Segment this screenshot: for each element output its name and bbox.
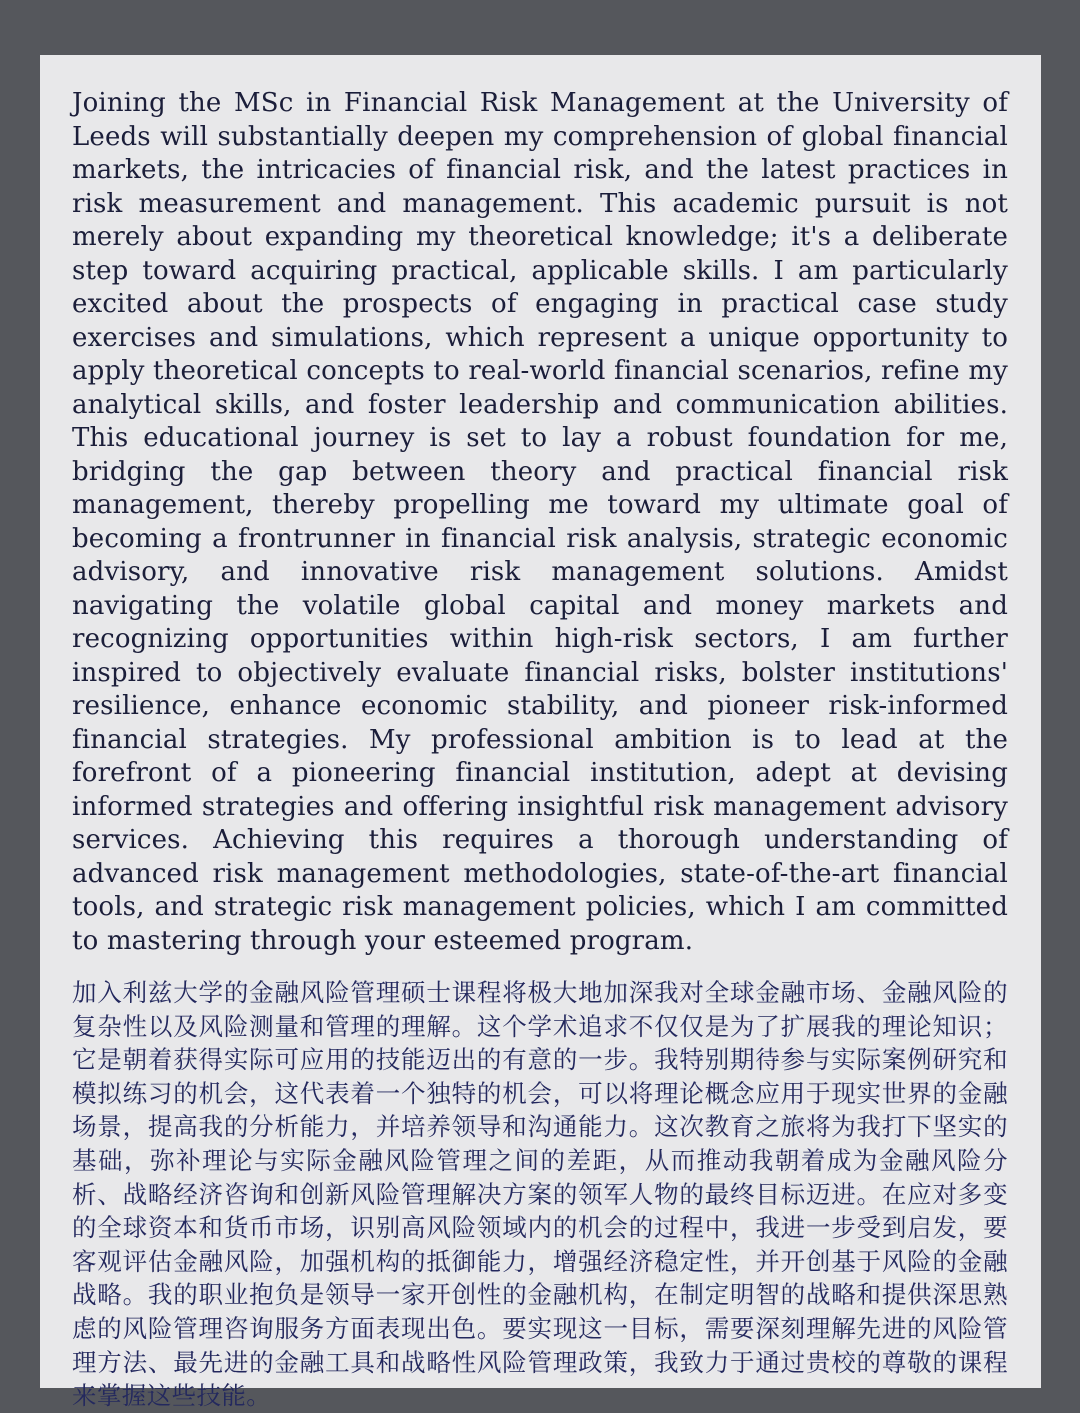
- document-sheet: [40, 55, 1041, 1411]
- chinese-paragraph: 加入利兹大学的金融风险管理硕士课程将极大地加深我对全球金融市场、金融风险的复杂性以及风险测量和管理的理解。这个学术追求不仅仅是为了扩展我的理论知识；它是朝着获得实际可应用的技能迈出的有意的一步。我特别期待参与实际案例研究和模拟练习的机会，这代表着一个独特的机会，可以将理论概念应用于现实世界的金融场景，提高我的分析能力，并培养领导和沟通能力。这次教育之旅将为我打下坚实的基础，弥补理论与实际金融风险管理之间的差距，从而推动我朝着成为金融风险分析、战略经济咨询和创新风险管理解决方案的领军人物的最终目标迈进。在应对多变的全球资本和货币市场，识别高风险领域内的机会的过程中，我进一步受到启发，要客观评估金融风险，加强机构的抵御能力，增强经济稳定性，并开创基于风险的金融战略。我的职业抱负是领导一家开创性的金融机构，在制定明智的战略和提供深思熟虑的风险管理咨询服务方面表现出色。要实现这一目标，需要深刻理解先进的风险管理方法、最先进的金融工具和战略性风险管理政策，我致力于通过贵校的尊敬的课程来掌握这些技能。: [72, 978, 1008, 1411]
- english-paragraph: Joining the MSc in Financial Risk Management at the University of Leeds will substantially deepen my comprehension of global financial markets, the intricacies of financial risk, and the latest practices in risk measurement and management. This academic pursuit is not merely about expanding my theoretical knowledge; it's a deliberate step toward acquiring practical, applicable skills. I am particularly excited about the prospects of engaging in practical case study exercises and simulations, which represent a unique opportunity to apply theoretical concepts to real-world financial scenarios, refine my analytical skills, and foster leadership and communication abilities. This educational journey is set to lay a robust foundation for me, bridging the gap between theory and practical financial risk management, thereby propelling me toward my ultimate goal of becoming a frontrunner in financial risk analysis, strategic economic advisory, and innovative risk management solutions. Amidst navigating the volatile global capital and money markets and recognizing opportunities within high-risk sectors, I am further inspired to objectively evaluate financial risks, bolster institutions' resilience, enhance economic stability, and pioneer risk-informed financial strategies. My professional ambition is to lead at the forefront of a pioneering financial institution, adept at devising informed strategies and offering insightful risk management advisory services. Achieving this requires a thorough understanding of advanced risk management methodologies, state-of-the-art financial tools, and strategic risk management policies, which I am committed to mastering through your esteemed program.: [72, 88, 1008, 956]
